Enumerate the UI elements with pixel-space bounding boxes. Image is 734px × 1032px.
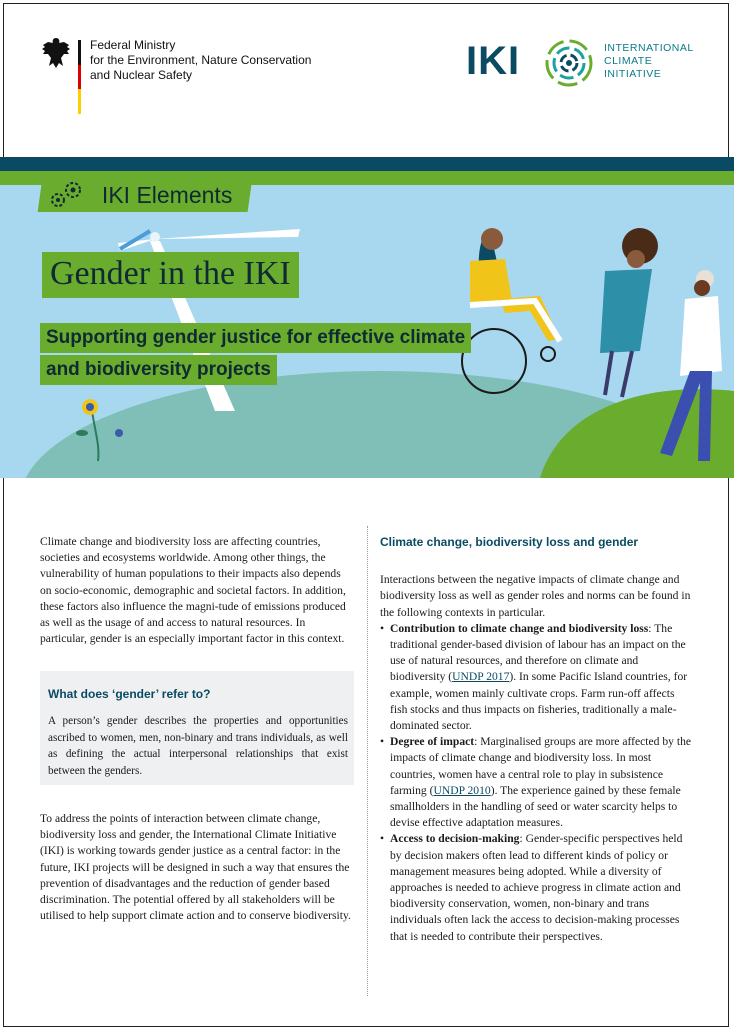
list-item-term: Contribution to climate change and biodiversity loss xyxy=(390,621,649,635)
right-column xyxy=(380,534,694,945)
bmu-logo xyxy=(40,36,340,116)
closing-paragraph: To address the points of interaction between climate change, biodiversity loss and gender, the International Climate Initiative (IKI) is working towards gender justice as a central factor: in the future, IKI projects will be designed in such a way that ensures the prevention of disadvantages and the reduction of gender based discrimination. The potential offered by all stakeholders will be utilised to help support climate action and to conserve biodiversity. xyxy=(40,812,351,923)
list-item xyxy=(390,831,694,944)
right-intro: Interactions between the negative impacts of climate change and biodiversity loss as well as gender roles and norms can be found in the following contexts in particular. xyxy=(380,573,691,619)
list-item xyxy=(390,734,694,831)
gender-definition-text: A person’s gender describes the properties and opportunities ascribed to women, men, non-binary and trans individuals, as well as defining the actual interpersonal relationships that exist between the genders. xyxy=(48,715,348,777)
iki-logo xyxy=(466,36,706,92)
list-item-text: : Gender-specific perspectives held by decision makers often lead to different kinds of policy or management measures being adopted. While a diversity of approaches is needed to achieve progress in climate action and biodiversity conservation, women, non-binary and trans individuals often lack the access to decision-making processes that is needed to contribute their perspectives. xyxy=(390,832,683,943)
section-heading: Climate change, biodiversity loss and gender xyxy=(380,535,639,549)
banner-top-bar xyxy=(0,157,734,171)
gears-icon xyxy=(48,180,88,210)
intro-paragraph: Climate change and biodiversity loss are affecting countries, societies and ecosystems worldwide. Among other things, the vulnerability of human populations to their impacts also depends on socio-economic, demographic and societal factors. In addition, these factors also influence the magni-tude of emissions produced as well as the usage of and access to natural resources. In particular, gender is an especially important factor in this context. xyxy=(40,535,346,646)
list-item-term: Degree of impact xyxy=(390,735,475,749)
subtitle-line-2: and biodiversity projects xyxy=(40,355,277,385)
list-item-text: ). The experience gained by these female smallholders in the handling of seed or water scarcity helps to devise effective adaptation measures. xyxy=(390,783,681,830)
iki-elements-label: IKI Elements xyxy=(102,181,233,208)
undp-2010-link[interactable]: UNDP 2010 xyxy=(433,783,491,797)
federal-eagle-icon xyxy=(40,36,72,70)
iki-logo-subtitle: INTERNATIONAL CLIMATE INITIATIVE xyxy=(604,42,694,80)
page-title: Gender in the IKI xyxy=(42,252,299,298)
list-item-text: ). In some Pacific Island countries, for example, women mainly cultivate crops. Farm run-off affects fish stocks and thus impacts on fisheries, traditionally a male-dominated sector. xyxy=(390,670,688,733)
gender-definition-title: What does ‘gender’ refer to? xyxy=(48,687,211,701)
list-item-text: : Marginalised groups are more affected by the impacts of climate change and biodiversity loss. In most countries, women have a central role to play in subsistence farming ( xyxy=(390,735,692,797)
german-flag-stripe xyxy=(78,40,81,114)
list-item xyxy=(390,621,694,734)
context-list xyxy=(380,621,694,945)
iki-circle-icon xyxy=(544,38,594,88)
gender-definition-box xyxy=(40,671,354,785)
iki-logo-word: IKI xyxy=(466,39,521,83)
undp-2017-link[interactable]: UNDP 2017 xyxy=(452,670,510,684)
list-item-text: : The traditional gender-based division of labour has an impact on the use of natural resources, and therefore on climate and biodiversity ( xyxy=(390,621,686,684)
ministry-name: Federal Ministry for the Environment, Nature Conservation and Nuclear Safety xyxy=(90,38,312,82)
subtitle-line-1: Supporting gender justice for effective climate xyxy=(40,323,471,353)
column-divider xyxy=(367,526,368,996)
list-item-term: Access to decision-making xyxy=(390,832,520,846)
